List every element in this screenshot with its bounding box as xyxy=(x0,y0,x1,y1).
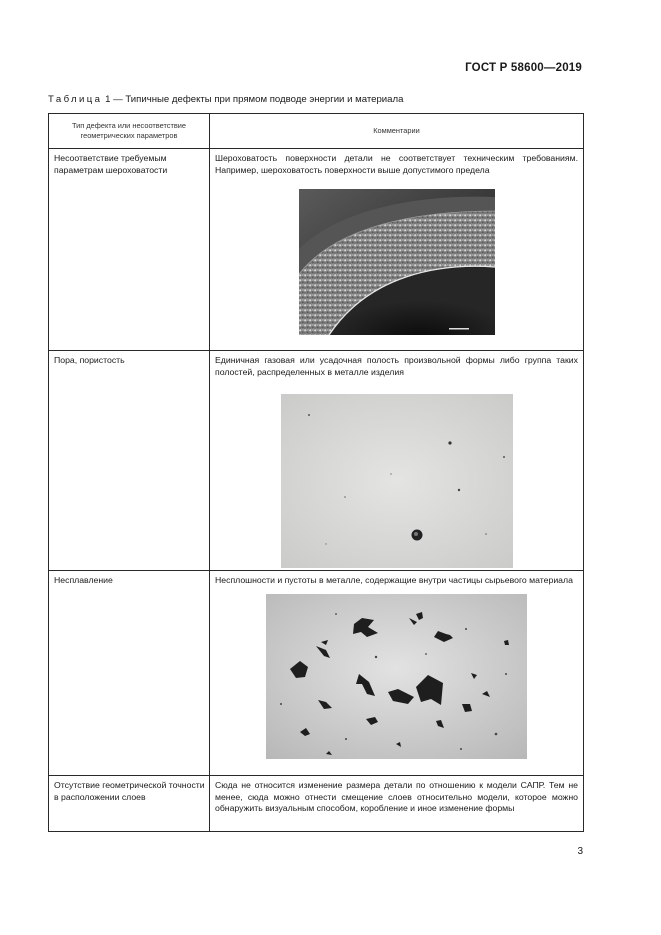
rough-surface-photo xyxy=(299,189,495,335)
comment-cell: Сюда не относится изменение размера детали по отношению к модели САПР. Тем не менее, сюда можно отнести смещение слоев относительно модели, которое можно обнаружить визуальным способом, коробление и иное изменение формы xyxy=(210,776,584,832)
table-row xyxy=(49,351,584,571)
table-header-row xyxy=(49,114,584,149)
document-code: ГОСТ Р 58600—2019 xyxy=(465,62,582,74)
defect-type-cell: Пора, пористость xyxy=(49,351,210,571)
table-row xyxy=(49,571,584,776)
page-number: 3 xyxy=(577,846,583,857)
porosity-micrograph xyxy=(281,394,513,568)
caption-text: — Типичные дефекты при прямом подводе энергии и материала xyxy=(113,94,404,105)
column-header-defect-type: Тип дефекта или несоответствие геометрических параметров xyxy=(49,114,210,149)
defects-table xyxy=(48,113,584,832)
table-row xyxy=(49,776,584,832)
column-header-comments: Комментарии xyxy=(210,114,584,149)
comment-cell: Несплошности и пустоты в металле, содержащие внутри частицы сырьевого материала xyxy=(210,571,584,776)
defect-type-cell: Отсутствие геометрической точности в расположении слоев xyxy=(49,776,210,832)
caption-label: Таблица xyxy=(48,94,103,105)
defect-type-cell: Несоответствие требуемым параметрам шероховатости xyxy=(49,149,210,351)
comment-cell: Единичная газовая или усадочная полость произвольной формы либо группа таких полостей, распределенных в металле изделия xyxy=(210,351,584,571)
caption-number: 1 xyxy=(105,94,111,105)
lack-of-fusion-micrograph xyxy=(266,594,527,759)
defect-type-cell: Несплавление xyxy=(49,571,210,776)
comment-cell: Шероховатость поверхности детали не соответствует техническим требованиям. Например, шероховатость поверхности выше допустимого предела xyxy=(210,149,584,351)
table-caption xyxy=(48,94,403,105)
table-row xyxy=(49,149,584,351)
